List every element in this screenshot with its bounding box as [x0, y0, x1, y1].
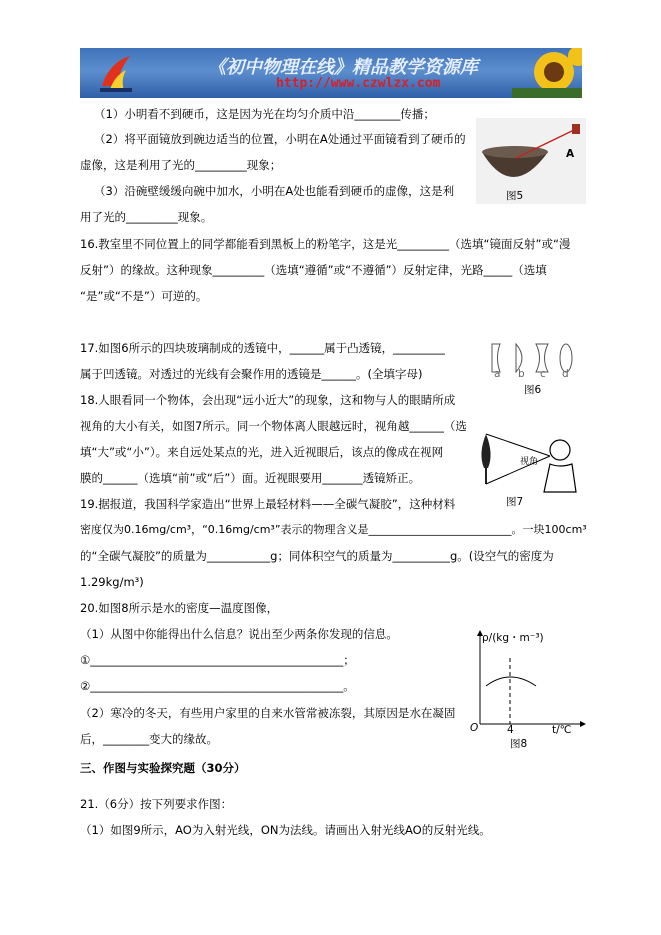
q15-part2: （2）将平面镜放到碗边适当的位置，小明在A处通过平面镜看到了硬币的	[94, 132, 466, 146]
q15-part1: （1）小明看不到硬币，这是因为光在均匀介质中沿________传播；	[94, 107, 435, 121]
figure-7	[476, 428, 586, 508]
q16-line3: “是”或“不是”）可逆的。	[80, 289, 208, 303]
q18-line4: 膜的______（选填“前”或“后”）面。近视眼要用_______透镜矫正。	[80, 471, 421, 485]
origin-label: O	[470, 722, 479, 734]
q19-line4: 1.29kg/m³)	[80, 575, 144, 589]
q20-line5: （2）寒冷的冬天，有些用户家里的自来水管常被冻裂，其原因是水在凝固	[80, 706, 456, 720]
lens-label-c: c	[540, 368, 546, 380]
x-axis-label: t/℃	[552, 724, 572, 736]
header-banner	[80, 48, 582, 98]
lens-label-a: a	[494, 368, 501, 380]
q19-line2: 密度仅为0.16mg/cm³，“0.16mg/cm³”表示的物理含义是__________________________。一块100cm³	[80, 523, 587, 536]
q18-line3: 填“大”或“小”）。来自远处某点的光，进入近视眼后，该点的像成在视网	[80, 445, 444, 459]
q18-line2: 视角的大小有关，如图7所示。同一个物体离人眼越远时，视角越______（选	[80, 419, 467, 433]
q17-line2: 属于凹透镜。对透过的光线有会聚作用的透镜是______。(全填字母)	[80, 367, 423, 381]
banner-title: 《初中物理在线》精品教学资源库	[208, 57, 478, 78]
figure-6	[486, 340, 586, 400]
figure-8	[466, 628, 588, 748]
figure-5	[476, 118, 586, 204]
q20-answer2: ②____________________________________________。	[80, 679, 355, 693]
q16-line2: 反射”）的缘故。这种现象_________（选填“遵循”或“不遵循”）反射定律，光路_____（选填	[80, 263, 547, 277]
q16-line1: 16.教室里不同位置上的同学都能看到黑板上的粉笔字，这是光_________（选填“镜面反射”或“漫	[80, 237, 571, 251]
q18-line1: 18.人眼看同一个物体，会出现“远小近大”的现象，这和物与人的眼睛所成	[80, 393, 456, 407]
figure-5-point-a: A	[566, 148, 575, 160]
q15-part2-cont: 虚像，这是利用了光的_________现象；	[80, 158, 282, 172]
q15-part3-cont: 用了光的_________现象。	[80, 210, 213, 224]
tick-label-4: 4	[507, 724, 514, 736]
q19-line3: 的“全碳气凝胶”的质量为___________g；同体积空气的质量为__________g。(设空气的密度为	[80, 549, 554, 563]
lens-label-d: d	[562, 368, 569, 380]
figure-5-caption: 图5	[506, 190, 524, 202]
figure-6-caption: 图6	[524, 384, 542, 396]
banner-url: http://www.czwlzx.com	[276, 76, 441, 91]
lenses-diagram	[486, 340, 586, 376]
figure-7-caption: 图7	[506, 496, 524, 508]
section-three-title: 三、作图与实验探究题（30分）	[80, 761, 246, 775]
figure-8-caption: 图8	[510, 738, 528, 750]
q21-part1: （1）如图9所示，AO为入射光线，ON为法线。请画出入射光线AO的反射光线。	[80, 823, 491, 837]
q19-line1: 19.据报道，我国科学家造出“世界上最轻材料——全碳气凝胶”，这种材料	[80, 497, 456, 511]
logo-icon	[96, 52, 136, 94]
q20-line2: （1）从图中你能得出什么信息？说出至少两条你发现的信息。	[80, 627, 398, 641]
q15-part3: （3）沿碗壁缓缓向碗中加水，小明在A处也能看到硬币的虚像，这是利	[94, 184, 455, 198]
q20-line1: 20.如图8所示是水的密度—温度图像，	[80, 601, 279, 615]
viewing-angle-label: 视角	[520, 457, 539, 467]
q17-line1: 17.如图6所示的四块玻璃制成的透镜中，______属于凸透镜，_________	[80, 341, 445, 355]
q20-answer1: ①____________________________________________；	[80, 653, 355, 667]
sunflower-icon	[512, 48, 582, 98]
y-axis-label: ρ/(kg・m⁻³)	[482, 632, 544, 644]
bowl-diagram	[476, 118, 586, 204]
lens-label-b: b	[518, 368, 525, 380]
q20-line6: 后，________变大的缘故。	[80, 732, 218, 746]
q21-title: 21.（6分）按下列要求作图：	[80, 797, 233, 811]
